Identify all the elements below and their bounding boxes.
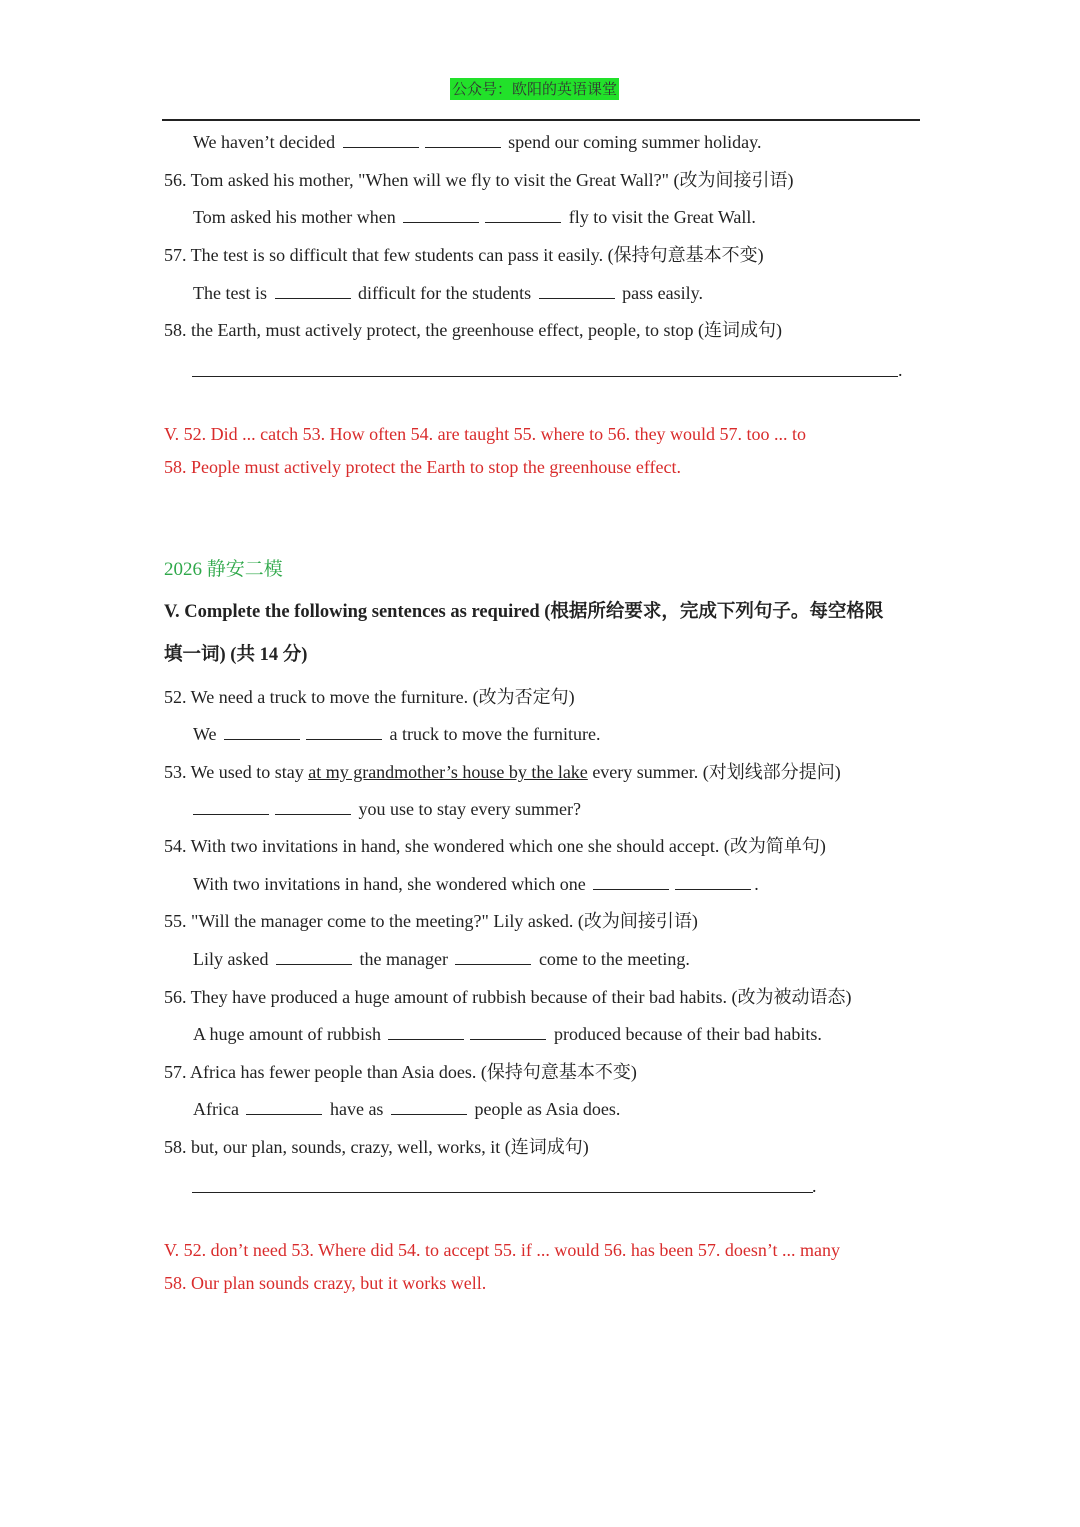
underlined-text: at my grandmother’s house by the lake [308,762,588,782]
text: Tom asked his mother when [193,207,396,227]
text: 53. We used to stay [164,762,304,782]
answers-line-2: 58. People must actively protect the Earth to stop the greenhouse effect. [164,457,682,477]
question-54: 54. With two invitations in hand, she wondered which one she should accept. (改为简单句) [164,836,826,856]
text: a truck to move the furniture. [389,724,601,744]
answers-line-2: 58. Our plan sounds crazy, but it works well. [164,1273,487,1293]
answer-line-56 [193,205,756,229]
answer-line-57 [193,281,703,305]
answer-blank[interactable] [485,221,561,223]
answer-blank[interactable] [539,297,615,299]
text: you use to stay every summer? [358,799,581,819]
answer-blank[interactable] [224,738,300,740]
period: . [812,1176,817,1196]
answer-blank[interactable] [391,1113,467,1115]
answer-blank[interactable] [593,888,669,890]
question-52: 52. We need a truck to move the furniture. (改为否定句) [164,687,575,707]
text: The test is [193,283,267,303]
header-rule [162,119,920,121]
answer-line-57 [193,1097,620,1121]
text: We haven’t decided [193,132,336,152]
text: pass easily. [622,283,703,303]
answer-blank[interactable] [425,146,501,148]
text: We [193,724,217,744]
question-53 [164,760,841,784]
question-58: 58. but, our plan, sounds, crazy, well, works, it (连词成句) [164,1137,589,1157]
answer-line-52 [193,722,600,746]
answer-blank[interactable] [470,1038,546,1040]
text: the manager [359,949,448,969]
text: every summer. (对划线部分提问) [592,762,841,782]
header-banner: 公众号：欧阳的英语课堂 [452,80,618,98]
text: people as Asia does. [474,1099,621,1119]
question-58: 58. the Earth, must actively protect, the greenhouse effect, people, to stop (连词成句) [164,320,782,340]
period: . [754,874,759,894]
text: difficult for the students [358,283,532,303]
section-title: 2026 静安二模 [164,559,283,580]
question-line [193,130,761,154]
answer-line-54 [193,872,759,896]
answer-blank[interactable] [388,1038,464,1040]
text: have as [329,1099,384,1119]
answer-blank[interactable] [275,813,351,815]
text: Africa [193,1099,239,1119]
text: A huge amount of rubbish [193,1024,381,1044]
question-55: 55. "Will the manager come to the meeting?" Lily asked. (改为间接引语) [164,911,698,931]
instructions-line-2: 填一词) (共 14 分) [164,645,308,665]
answer-line-53 [193,797,581,821]
answer-blank[interactable] [403,221,479,223]
answer-blank[interactable] [193,813,269,815]
text: come to the meeting. [538,949,690,969]
answer-blank[interactable] [455,963,531,965]
answer-blank[interactable] [246,1113,322,1115]
question-56: 56. Tom asked his mother, "When will we fly to visit the Great Wall?" (改为间接引语) [164,170,794,190]
answers-line-1: V. 52. don’t need 53. Where did 54. to accept 55. if ... would 56. has been 57. doesn’t ... many [164,1240,841,1260]
question-57: 57. The test is so difficult that few students can pass it easily. (保持句意基本不变) [164,245,764,265]
text: fly to visit the Great Wall. [568,207,756,227]
text: With two invitations in hand, she wondered which one [193,874,586,894]
answer-blank[interactable] [343,146,419,148]
text: produced because of their bad habits. [553,1024,822,1044]
question-56: 56. They have produced a huge amount of rubbish because of their bad habits. (改为被动语态) [164,987,852,1007]
answer-line-58[interactable] [192,376,898,377]
answer-blank[interactable] [306,738,382,740]
answer-blank[interactable] [275,297,351,299]
answer-blank[interactable] [675,888,751,890]
instructions-line-1: V. Complete the following sentences as required (根据所给要求，完成下列句子。每空格限 [164,602,884,622]
answer-line-58[interactable] [192,1192,813,1193]
text: spend our coming summer holiday. [508,132,762,152]
question-57: 57. Africa has fewer people than Asia does. (保持句意基本不变) [164,1062,637,1082]
text: Lily asked [193,949,269,969]
answer-blank[interactable] [276,963,352,965]
answers-line-1: V. 52. Did ... catch 53. How often 54. are taught 55. where to 56. they would 57. too ... to [164,424,807,444]
answer-line-55 [193,947,690,971]
period: . [898,360,903,380]
answer-line-56 [193,1022,822,1046]
